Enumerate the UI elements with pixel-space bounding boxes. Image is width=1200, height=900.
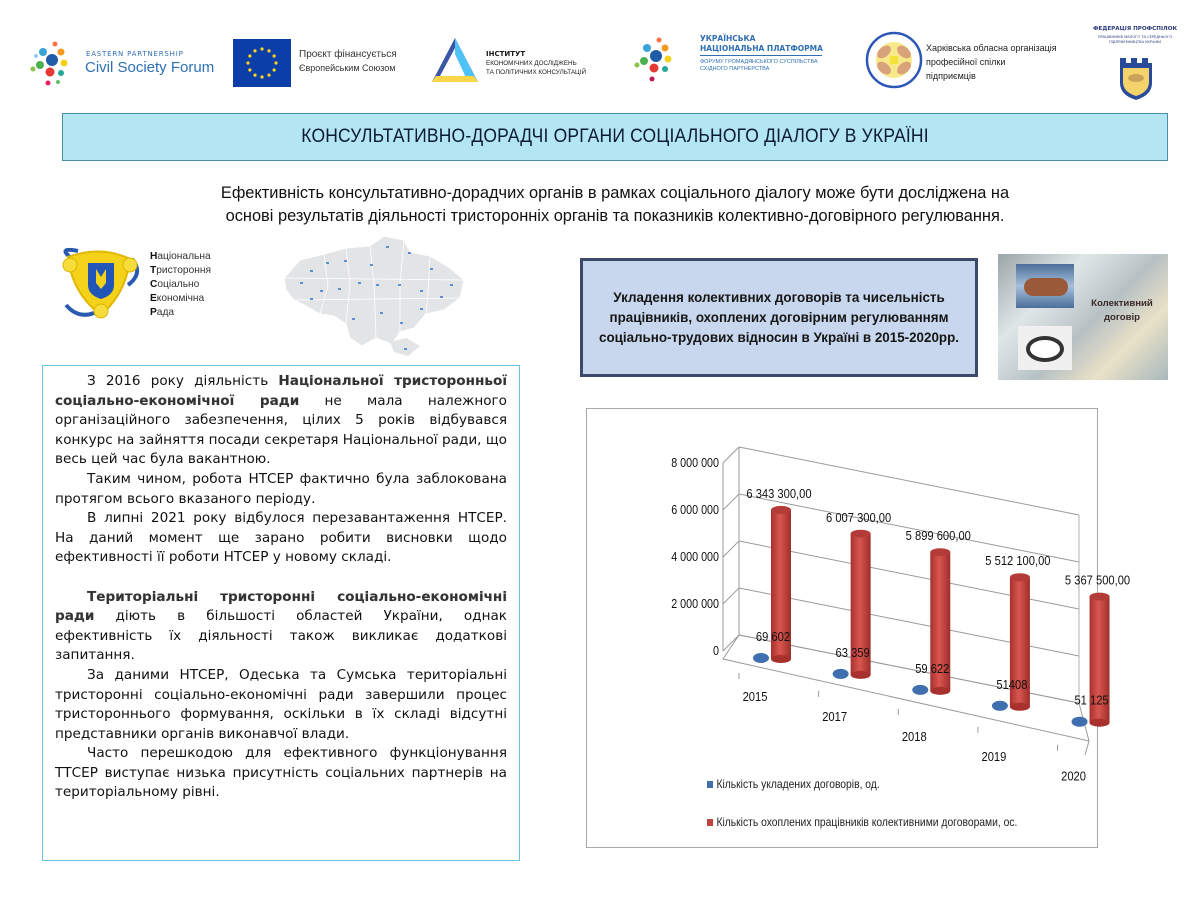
ntser-info-textbox (42, 365, 520, 861)
bar-workers-top (851, 530, 871, 538)
ntser-line: Економічна (150, 293, 205, 304)
federation-line2: ПРАЦІВНИКІВ МАЛОГО ТА СЕРЕДНЬОГО (1097, 35, 1173, 39)
image-caption-line1: Колективний (1091, 298, 1153, 309)
eu-star-icon (248, 68, 251, 71)
ntser-line: Національна (150, 251, 211, 262)
logo-trade-union-federation (1082, 14, 1188, 100)
map-region-marker (344, 260, 347, 262)
hands-circle-icon (864, 30, 924, 90)
eu-star-icon (274, 61, 277, 64)
logo-ier-institute (430, 36, 620, 86)
colored-dots-icon (632, 34, 678, 88)
page-title: КОНСУЛЬТАТИВНО-ДОРАДЧІ ОРГАНИ СОЦІАЛЬНОГО ДІАЛОГУ В УКРАЇНІ (301, 126, 929, 147)
data-label-workers: 6 343 300,00 (746, 486, 812, 502)
legend-swatch-red (707, 819, 713, 826)
side-gridline (723, 494, 739, 510)
bar-workers-top (930, 548, 950, 556)
ntser-emblem-icon (58, 243, 144, 321)
chart-container (586, 408, 1131, 848)
bar-workers-base (1090, 719, 1110, 727)
map-region-marker (310, 298, 313, 300)
unp-line1: УКРАЇНСЬКА (700, 34, 756, 43)
ntser-line: Тристороння (150, 265, 212, 276)
eu-star-icon (273, 68, 276, 71)
y-tick-label: 4 000 000 (671, 550, 719, 565)
unp-divider (700, 55, 822, 56)
y-tick-label: 0 (713, 644, 719, 659)
eu-star-icon (246, 61, 249, 64)
x-tick-label: 2015 (742, 689, 768, 705)
chart-heading-box (580, 258, 978, 377)
eu-star-icon (267, 49, 270, 52)
bar-contracts (833, 669, 849, 679)
bar-workers-base (930, 687, 950, 695)
intro-paragraph (62, 182, 1168, 228)
data-label-contracts: 51408 (996, 676, 1028, 692)
map-region-marker (310, 270, 313, 272)
x-tick-label: 2020 (1061, 768, 1086, 784)
map-region-marker (450, 284, 453, 286)
handshake-photo (1016, 264, 1074, 308)
logo-eu-funded (233, 39, 423, 87)
bar-workers-base (851, 671, 871, 679)
map-region-marker (430, 268, 433, 270)
logo-kharkiv-organization (864, 30, 1074, 92)
y-tick-label: 2 000 000 (671, 597, 719, 612)
csf-line2: Civil Society Forum (85, 59, 215, 76)
image-caption-line2: договір (1103, 312, 1141, 323)
map-region-marker (358, 282, 361, 284)
legend-label: Кількість укладених договорів, од. (716, 777, 880, 791)
ntser-line: Рада (150, 307, 175, 318)
x-tick-label: 2019 (981, 748, 1007, 764)
bar-contracts (753, 653, 769, 663)
eu-star-icon (260, 47, 263, 50)
kharkiv-line2: професійної спілки (926, 57, 1006, 67)
floor-edge (1085, 741, 1089, 755)
map-region-marker (440, 296, 443, 298)
unp-line2: НАЦІОНАЛЬНА ПЛАТФОРМА (700, 44, 823, 53)
legend-item-contracts (707, 777, 880, 791)
data-label-workers: 5 367 500,00 (1064, 572, 1131, 588)
eu-star-icon (253, 49, 256, 52)
map-region-marker (320, 290, 323, 292)
map-region-marker (370, 264, 373, 266)
map-region-marker (380, 312, 383, 314)
data-label-workers: 5 512 100,00 (985, 553, 1051, 569)
y-tick-label: 8 000 000 (671, 456, 719, 471)
colored-dots-icon (28, 38, 74, 92)
map-region-marker (398, 284, 401, 286)
csf-line1: EASTERN PARTNERSHIP (86, 50, 184, 58)
bar-contracts (992, 701, 1008, 711)
federation-line1: ФЕДЕРАЦІЯ ПРОФСПІЛОК (1092, 26, 1178, 32)
data-label-contracts: 69 602 (755, 629, 791, 645)
paragraph-5: За даними НТСЕР, Одеська та Сумська територіальні тристоронні соціально-економічні ради завершили процес тристороннього формування, оскільки в їх складі відсутні представники органів виконавчої влади. (55, 666, 507, 742)
bar-workers-top (1090, 593, 1110, 601)
kharkiv-line1: Харківська обласна організація (926, 43, 1057, 53)
ier-line3: ТА ПОЛІТИЧНИХ КОНСУЛЬТАЦІЙ (486, 69, 586, 76)
map-region-marker (420, 308, 423, 310)
chart-heading: Укладення колективних договорів та чисельність працівників, охоплених договірним регулюванням соціально-трудових відносин в Україні в 2015-2020рр. (599, 289, 959, 345)
bar-workers-top (771, 506, 791, 514)
map-region-marker (338, 288, 341, 290)
bar-workers-top (1010, 573, 1030, 581)
y-tick-label: 6 000 000 (671, 503, 719, 518)
eu-flag-icon (233, 39, 291, 87)
map-region-marker (420, 290, 423, 292)
data-label-contracts: 59 622 (915, 661, 950, 677)
data-label-contracts: 51 125 (1074, 692, 1109, 708)
side-gridline (723, 588, 739, 604)
legend-item-workers (707, 815, 1017, 829)
bar-contracts (1072, 717, 1088, 727)
legend-swatch-blue (707, 781, 713, 788)
bar-workers-base (771, 655, 791, 663)
logo-ukrainian-national-platform (632, 34, 832, 88)
eu-line2: Європейським Союзом (299, 63, 396, 73)
kharkiv-line3: підприємців (926, 71, 976, 81)
map-region-marker (376, 284, 379, 286)
eu-star-icon (248, 54, 251, 57)
meeting-photo (1018, 326, 1072, 370)
paragraph-gap (55, 568, 507, 588)
collective-agreement-image (998, 254, 1168, 380)
ukraine-map-image (280, 234, 466, 358)
triangle-logo-icon (430, 36, 480, 84)
shield-handshake-icon (1118, 56, 1154, 100)
map-region-marker (352, 318, 355, 320)
data-label-contracts: 63 359 (835, 645, 870, 661)
data-label-workers: 5 899 600,00 (905, 528, 971, 544)
eu-star-icon (260, 75, 263, 78)
unp-line4: СХІДНОГО ПАРТНЕРСТВА (700, 66, 770, 72)
map-region-marker (300, 282, 303, 284)
bar-workers-base (1010, 703, 1030, 711)
x-tick-label: 2018 (901, 729, 927, 745)
map-region-marker (408, 252, 411, 254)
gridline (739, 447, 1079, 515)
ntser-line: Соціально (150, 279, 200, 290)
ier-line2: ЕКОНОМІЧНИХ ДОСЛІДЖЕНЬ (486, 60, 577, 67)
paragraph-2: Таким чином, робота НТСЕР фактично була заблокована протягом всього вказаного періоду. (55, 470, 507, 507)
ntser-name (150, 250, 211, 320)
data-label-workers: 6 007 300,00 (826, 509, 892, 525)
ier-line1: ІНСТИТУТ (486, 50, 526, 58)
map-region-marker (386, 246, 389, 248)
intro-line-1: Ефективність консультативно-дорадчих органів в рамках соціального діалогу може бути досліджена на (220, 184, 1010, 202)
side-gridline (723, 635, 739, 651)
paragraph-4: Територіальні тристоронні соціально-економічні ради діють в більшості областей України, однак ефективність їх діяльності також викликає додаткові запитання. (55, 588, 507, 664)
eu-star-icon (267, 74, 270, 77)
side-gridline (723, 447, 739, 463)
side-gridline (723, 541, 739, 557)
paragraph-1: З 2016 року діяльність Національної тристоронньої соціально-економічної ради не мала належного організаційного забезпечення, цілих 5 років відбувався конкурс на зайняття посади секретаря Національної ради, що весь цей час була вакантною. (55, 373, 508, 468)
paragraph-3: В липні 2021 року відбулося перезавантаження НТСЕР. На даний момент ще зарано робити висновки щодо ефективності її роботи НТСЕР у новому складі. (55, 510, 507, 566)
intro-line-2: основі результатів діяльності тристоронніх органів та показників колективно-договірного регулювання. (225, 207, 1005, 225)
paragraph-6: Часто перешкодою для ефективного функціонування ТТСЕР виступає низька присутність соціальних партнерів на територіальному рівні. (55, 745, 507, 801)
map-region-marker (404, 348, 407, 350)
unp-line3: ФОРУМУ ГРОМАДЯНСЬКОГО СУСПІЛЬСТВА (700, 59, 818, 65)
x-tick-label: 2017 (822, 709, 848, 725)
eu-line1: Проєкт фінансується (299, 49, 397, 60)
eu-star-icon (273, 54, 276, 57)
map-region-marker (400, 322, 403, 324)
logo-civil-society-forum (28, 38, 228, 92)
bar-contracts (912, 685, 928, 695)
federation-line3: ПІДПРИЄМНИЦТВА УКРАЇНИ (1109, 40, 1161, 44)
map-region-marker (326, 262, 329, 264)
legend-label: Кількість охоплених працівників колективними договорами, ос. (716, 815, 1018, 829)
title-banner (62, 113, 1168, 161)
eu-star-icon (253, 74, 256, 77)
